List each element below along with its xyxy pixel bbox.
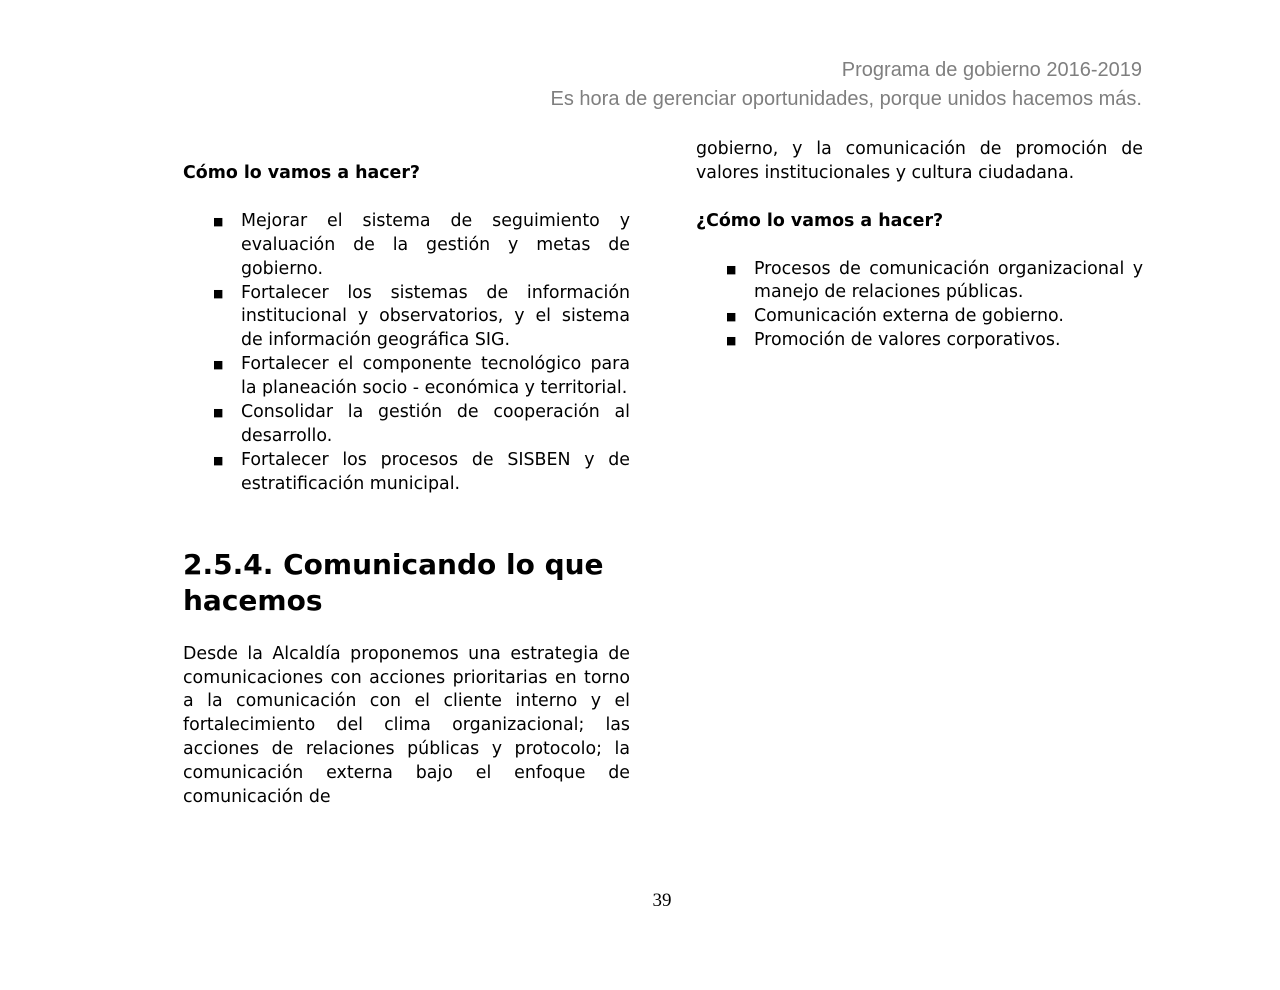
square-bullet-icon: ■ [213, 358, 224, 372]
how-subheading-right: ¿Cómo lo vamos a hacer? [696, 210, 944, 231]
right-column [696, 138, 1143, 353]
square-bullet-icon: ■ [213, 406, 224, 420]
square-bullet-icon: ■ [726, 262, 737, 276]
list-item: ■ Fortalecer el componente tecnológico para la planeación socio - económica y territorial. [213, 354, 630, 399]
square-bullet-icon: ■ [726, 334, 737, 348]
list-item: ■ Fortalecer los procesos de SISBEN y de estratificación municipal. [213, 449, 630, 494]
list-item: ■ Mejorar el sistema de seguimiento y evaluación de la gestión y metas de gobierno. [213, 210, 630, 279]
right-bullet-list [696, 258, 1143, 354]
section-title: 2.5.4. Comunicando lo que hacemos [183, 547, 604, 617]
square-bullet-icon: ■ [213, 214, 224, 228]
header-program-title: Programa de gobierno 2016-2019 [841, 59, 1142, 81]
header-slogan: Es hora de gerenciar oportunidades, porque unidos hacemos más. [550, 88, 1142, 110]
running-header [551, 56, 1142, 114]
list-item: ■ Comunicación externa de gobierno. [696, 305, 1143, 329]
left-column [183, 162, 630, 810]
how-subheading-left: Cómo lo vamos a hacer? [183, 163, 421, 183]
square-bullet-icon: ■ [213, 286, 224, 300]
list-item: ■ Consolidar la gestión de cooperación al desarrollo. [213, 402, 630, 446]
left-bullet-list [183, 210, 630, 497]
section-paragraph: Desde la Alcaldía proponemos una estrategia de comunicaciones con acciones prioritarias en torno a la comunicación con el cliente interno y el fortalecimiento del clima organizacional; las acciones de relaciones públicas y protocolo; la comunicación externa bajo el enfoque de comunicación de [183, 643, 630, 808]
continued-paragraph: gobierno, y la comunicación de promoción de valores institucionales y cultura ciudadana. [696, 139, 1143, 183]
list-item: ■ Procesos de comunicación organizacional y manejo de relaciones públicas. [726, 258, 1143, 303]
list-item: ■ Promoción de valores corporativos. [696, 329, 1143, 353]
square-bullet-icon: ■ [213, 453, 224, 467]
list-item: ■ Fortalecer los sistemas de información institucional y observatorios, y el sistema de información geográfica SIG. [213, 282, 630, 351]
page-number: 39 [652, 890, 672, 911]
square-bullet-icon: ■ [726, 310, 737, 324]
